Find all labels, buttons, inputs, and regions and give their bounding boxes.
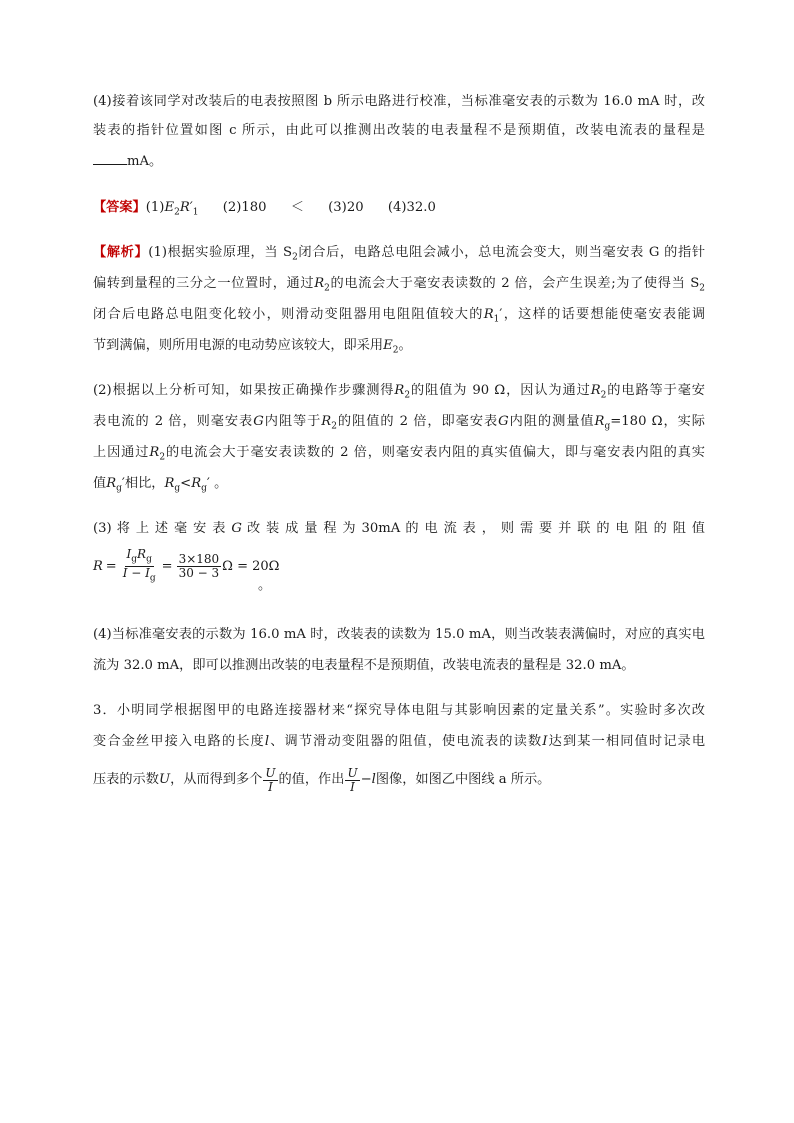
answer-3: (3)20 bbox=[328, 200, 364, 215]
answer-4: (4)32.0 bbox=[387, 200, 436, 215]
analysis-line-2: 偏转到量程的三分之一位置时，通过$R_2$的电流会大于毫安表读数的 2 倍，会产生误差;为了使得当 $S_2$ bbox=[93, 276, 705, 294]
answer-2: (2)180 bbox=[222, 200, 267, 215]
answer-line: 【答案】$(1)E_2R'_1$ (2)180 ＜ (3)20 (4)32.0 bbox=[93, 200, 436, 218]
u-over-i-fraction-2: $\frac{U}{I}$ bbox=[347, 765, 358, 794]
analysis-line-1: 【解析】(1)根据实验原理，当 $S_2$闭合后，电路总电阻会减小，总电流会变大，则当毫安表 G 的指针 bbox=[93, 245, 706, 263]
question-4-line-1: (4)接着该同学对改装后的电表按照图 b 所示电路进行校准，当标准毫安表的示数为 16.0 mA 时，改 bbox=[93, 94, 705, 109]
question-3-line-3: 压表的示数 U ，从而得到多个 $\frac{U}{I}$ 的值，作出 $\frac{U}{I}$ − l 图像，如图乙中图线 a 所示。 bbox=[93, 765, 551, 794]
question-4-line-3: mA。 bbox=[93, 152, 162, 174]
u-over-i-fraction: $\frac{U}{I}$ bbox=[265, 765, 276, 794]
question-4-line-2: 装表的指针位置如图 c 所示，由此可以推测出改装的电表量程不是预期值，改装电流表的量程是 bbox=[93, 123, 705, 138]
part-3-line-1: (3) 将 上 述 毫 安 表 G 改 装 成 量 程 为 30mA 的 电 流 表 ， 则 需 要 并 联 的 电 阻 的 阻 值 bbox=[93, 521, 705, 536]
formula-fraction-symbolic: $\frac{I_gR_g}{I - I_g}$ bbox=[122, 547, 156, 584]
formula-end-mark: 。 bbox=[258, 578, 272, 593]
analysis-tag: 【解析】 bbox=[93, 245, 149, 260]
answer-tag: 【答案】 bbox=[93, 200, 146, 215]
part-2-line-1: (2)根据以上分析可知，如果按正确操作步骤测得$R_2$的阻值为 90 Ω，因认为通过$R_2$的电路等于毫安 bbox=[93, 383, 705, 401]
formula-fraction-numeric: $\frac{3\times 180}{30 - 3}$ bbox=[178, 552, 220, 581]
question-3-line-2: 变合金丝甲接入电路的长度l、调节滑动变阻器的阻值，使电流表的读数I达到某一相同值时记录电 bbox=[93, 734, 706, 749]
part-2-line-3: 上因通过$R_2$的电流会大于毫安表读数的 2 倍，则毫安表内阻的真实值偏大，即与毫安表内阻的真实 bbox=[93, 445, 705, 463]
part-4-line-2: 流为 32.0 mA，即可以推测出改装的电表量程不是预期值，改装电流表的量程是 32.0 mA。 bbox=[93, 658, 635, 673]
analysis-line-4: 节到满偏，则所用电源的电动势应该较大，即采用$E_2$。 bbox=[93, 338, 412, 356]
answer-2-symbol: ＜ bbox=[290, 200, 304, 215]
part-4-line-1: (4)当标准毫安表的示数为 16.0 mA 时，改装表的读数为 15.0 mA，则当改装表满偏时，对应的真实电 bbox=[93, 627, 705, 642]
analysis-line-3: 闭合后电路总电阻变化较小，则滑动变阻器用电阻阻值较大的$R_1'$，这样的话要想能使毫安表能调 bbox=[93, 307, 706, 325]
question-3-line-1: 3．小明同学根据图甲的电路连接器材来“探究导体电阻与其影响因素的定量关系”。实验时多次改 bbox=[93, 703, 705, 718]
resistance-formula: R = $\frac{I_gR_g}{I - I_g}$ = $\frac{3\times 180}{30 - 3}$ Ω = 20Ω bbox=[93, 547, 280, 584]
part-2-line-2: 表电流的 2 倍，则毫安表G内阻等于$R_2$的阻值的 2 倍，即毫安表G内阻的测量值$R_g=180$ Ω，实际 bbox=[93, 414, 705, 432]
part-2-line-4: 值$R_g'$相比，$R_g<R_g'$ 。 bbox=[93, 476, 228, 494]
answer-blank bbox=[93, 152, 127, 165]
